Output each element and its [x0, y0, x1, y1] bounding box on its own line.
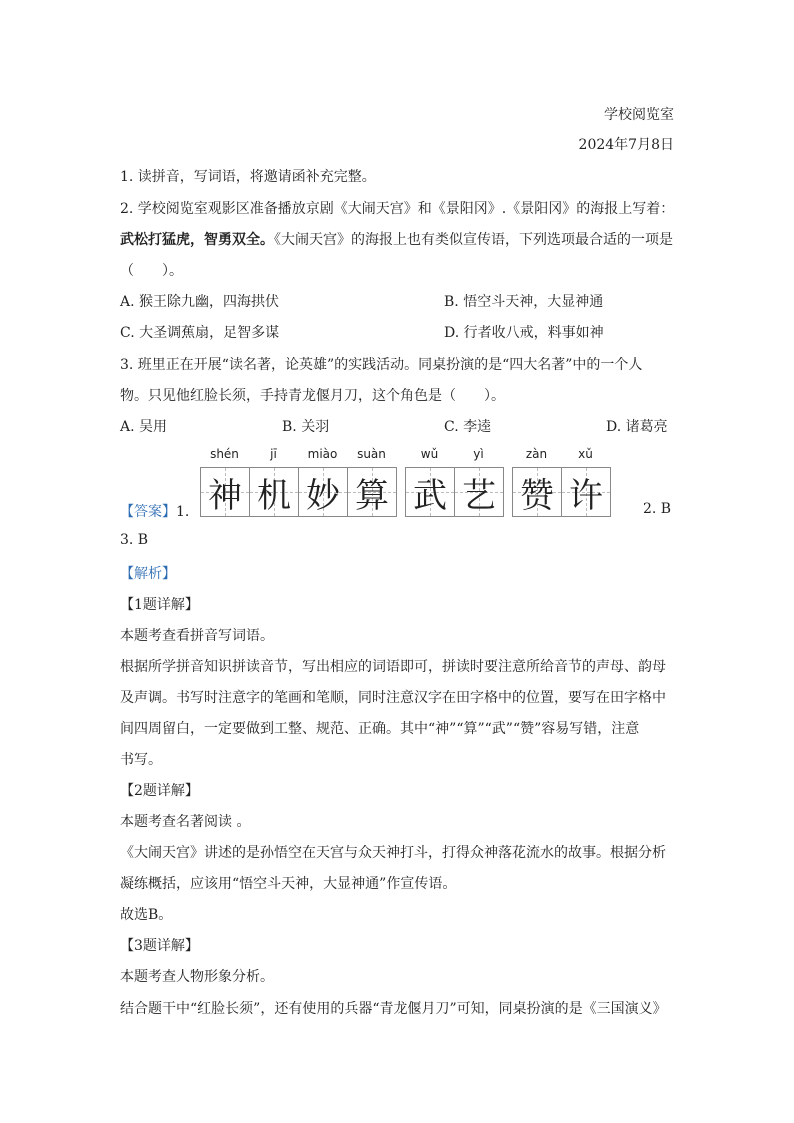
pinyin: xǔ — [578, 447, 593, 461]
question-2-line1: 2. 学校阅览室观影区准备播放京剧《大闹天宫》和《景阳冈》.《景阳冈》的海报上写着： — [120, 201, 675, 217]
detail-1-line: 根据所学拼音知识拼读音节，写出相应的词语即可，拼读时要注意所给音节的声母、韵母 — [120, 659, 666, 675]
grid-boxes — [512, 467, 611, 517]
answer-line — [120, 501, 189, 521]
grid-char: 武 — [413, 475, 447, 516]
option-3d: D. 诸葛亮 — [606, 419, 668, 435]
detail-3-title: 【3题详解】 — [120, 938, 199, 954]
option-2a: A. 猴王除九幽，四海拱伏 — [120, 294, 280, 310]
grid-char: 艺 — [462, 475, 496, 516]
detail-1-title: 【1题详解】 — [120, 597, 199, 613]
grid-cell — [348, 468, 396, 516]
option-2c: C. 大圣调蕉扇，足智多谋 — [120, 325, 280, 341]
grid-char: 妙 — [306, 475, 340, 516]
grid-char: 机 — [257, 475, 291, 516]
header-date: 2024年7月8日 — [578, 137, 674, 153]
detail-1-line: 间四周留白，一定要做到工整、规范、正确。其中“神”“算”“武”“赞”容易写错，注意 — [120, 721, 640, 737]
answer-tag: 【答案】 — [120, 504, 176, 520]
answer-3: 3. B — [120, 532, 149, 548]
grid-cell — [406, 468, 455, 516]
grid-boxes — [200, 467, 397, 517]
question-2-paren: （ ）。 — [120, 263, 183, 279]
question-3-line1: 3. 班里正在开展“读名著，论英雄”的实践活动。同桌扮演的是“四大名著”中的一个人 — [120, 357, 643, 373]
option-3b: B. 关羽 — [282, 419, 330, 435]
grid-cell — [562, 468, 610, 516]
detail-1-line: 书写。 — [120, 752, 162, 768]
grid-cell — [201, 468, 250, 516]
pinyin: zàn — [525, 447, 548, 461]
grid-char: 神 — [208, 475, 242, 516]
answer-1-num: 1. — [176, 504, 190, 520]
question-2-line2 — [120, 229, 673, 249]
detail-2-title: 【2题详解】 — [120, 783, 199, 799]
answer-2: 2. B — [643, 501, 672, 517]
header-org: 学校阅览室 — [604, 107, 674, 123]
grid-char: 赞 — [520, 475, 554, 516]
question-2-slogan: 武松打猛虎，智勇双全。 — [120, 232, 274, 248]
pinyin: suàn — [357, 447, 386, 461]
grid-char: 许 — [569, 475, 603, 516]
grid-cell — [455, 468, 503, 516]
pinyin: yì — [473, 447, 484, 461]
question-3-line2: 物。只见他红脸长须，手持青龙偃月刀，这个角色是（ ）。 — [120, 388, 505, 404]
pinyin: miào — [307, 447, 338, 461]
pinyin: wǔ — [420, 447, 439, 461]
grid-boxes — [405, 467, 504, 517]
option-3a: A. 吴用 — [120, 419, 168, 435]
detail-2-line: 故选B。 — [120, 907, 173, 923]
option-2d: D. 行者收八戒，料事如神 — [444, 325, 604, 341]
grid-cell — [299, 468, 348, 516]
question-2-prompt: 《大闹天宫》的海报上也有类似宣传语，下列选项最合适的一项是 — [274, 232, 673, 248]
grid-cell — [250, 468, 299, 516]
detail-1-line: 本题考查看拼音写词语。 — [120, 628, 274, 644]
detail-2-line: 《大闹天宫》讲述的是孙悟空在天宫与众天神打斗，打得众神落花流水的故事。根据分析 — [120, 845, 666, 861]
detail-1-line: 及声调。书写时注意字的笔画和笔顺，同时注意汉字在田字格中的位置，要写在田字格中 — [120, 690, 666, 706]
question-1: 1. 读拼音，写词语，将邀请函补充完整。 — [120, 169, 376, 185]
pinyin: shén — [210, 447, 239, 461]
grid-cell — [513, 468, 562, 516]
detail-3-line: 本题考查人物形象分析。 — [120, 969, 274, 985]
detail-2-line: 本题考查名著阅读 。 — [120, 814, 251, 830]
detail-2-line: 凝练概括，应该用“悟空斗天神，大显神通”作宣传语。 — [120, 876, 457, 892]
pinyin: jī — [270, 447, 277, 461]
option-2b: B. 悟空斗天神，大显神通 — [444, 294, 604, 310]
detail-3-line: 结合题干中“红脸长须”，还有使用的兵器“青龙偃月刀”可知，同桌扮演的是《三国演义》 — [120, 1001, 667, 1017]
analysis-tag: 【解析】 — [120, 566, 176, 582]
grid-char: 算 — [355, 475, 389, 516]
option-3c: C. 李逵 — [444, 419, 492, 435]
